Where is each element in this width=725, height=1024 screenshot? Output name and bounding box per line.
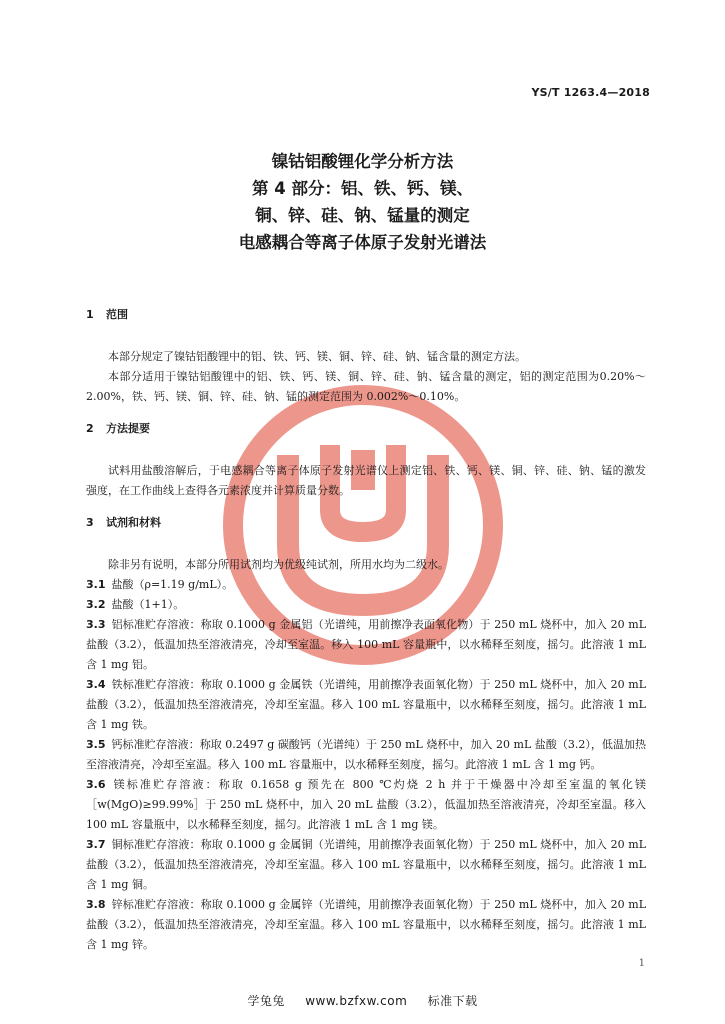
title-line: 镍钴铝酸锂化学分析方法: [271, 152, 454, 171]
footer-site-name: 学兔兔: [247, 994, 285, 1008]
standard-code: YS/T 1263.4—2018: [531, 86, 650, 99]
section-heading: 2 方法提要: [86, 422, 150, 435]
footer-tagline: 标准下载: [427, 994, 478, 1008]
list-item: 3.1 盐酸（ρ=1.19 g/mL）。: [86, 578, 234, 591]
title-line: 铜、锌、硅、钠、锰量的测定: [255, 206, 470, 225]
list-item: 3.6 镁标准贮存溶液：称取 0.1658 g 预先在 800 ℃灼烧 2 h 并于干燥器中冷却至室温的氧化镁［w(MgO)≥99.99%］于 250 mL 烧杯中，加入 20 mL 盐酸（3.2），低温加热至溶液清亮，冷却至室温。移入 100 mL 容量瓶中，以水稀释至刻度，摇匀。此溶液 1 mL 含 1 mg 镁。: [86, 778, 646, 831]
list-item: 3.3 铝标准贮存溶液：称取 0.1000 g 金属铝（光谱纯，用前擦净表面氧化物）于 250 mL 烧杯中，加入 20 mL 盐酸（3.2），低温加热至溶液清亮，冷却至室温。移入 100 mL 容量瓶中，以水稀释至刻度，摇匀。此溶液 1 mL 含 1 mg 铝。: [86, 618, 646, 671]
list-item: 3.2 盐酸（1+1）。: [86, 598, 185, 611]
section-heading: 3 试剂和材料: [86, 516, 161, 529]
footer-bar: [0, 992, 725, 1009]
document-title: [0, 148, 725, 256]
title-line: 电感耦合等离子体原子发射光谱法: [238, 233, 487, 252]
footer-url-link[interactable]: www.bzfxw.com: [305, 994, 408, 1008]
list-item: 3.4 铁标准贮存溶液：称取 0.1000 g 金属铁（光谱纯，用前擦净表面氧化物）于 250 mL 烧杯中，加入 20 mL 盐酸（3.2），低温加热至溶液清亮，冷却至室温。移入 100 mL 容量瓶中，以水稀释至刻度，摇匀。此溶液 1 mL 含 1 mg 铁。: [86, 678, 646, 731]
paragraph: 除非另有说明，本部分所用试剂均为优级纯试剂，所用水均为二级水。: [108, 558, 449, 571]
paragraph: 本部分规定了镍钴铝酸锂中的铝、铁、钙、镁、铜、锌、硅、钠、锰含量的测定方法。: [108, 350, 526, 363]
section-heading: 1 范围: [86, 308, 128, 321]
paragraph: 试料用盐酸溶解后，于电感耦合等离子体原子发射光谱仪上测定铝、铁、钙、镁、铜、锌、硅、钠、锰的激发强度，在工作曲线上查得各元素浓度并计算质量分数。: [86, 464, 646, 497]
list-item: 3.5 钙标准贮存溶液：称取 0.2497 g 碳酸钙（光谱纯）于 250 mL 烧杯中，加入 20 mL 盐酸（3.2），低温加热至溶液清亮，冷却至室温。移入 100 mL 容量瓶中，以水稀释至刻度，摇匀。此溶液 1 mL 含 1 mg 钙。: [86, 738, 646, 771]
page-number: 1: [638, 958, 645, 969]
title-line: 第 4 部分：铝、铁、钙、镁、: [252, 179, 473, 198]
list-item: 3.8 锌标准贮存溶液：称取 0.1000 g 金属锌（光谱纯，用前擦净表面氧化物）于 250 mL 烧杯中，加入 20 mL 盐酸（3.2），低温加热至溶液清亮，冷却至室温。移入 100 mL 容量瓶中，以水稀释至刻度，摇匀。此溶液 1 mL 含 1 mg 锌。: [86, 898, 646, 951]
list-item: 3.7 铜标准贮存溶液：称取 0.1000 g 金属铜（光谱纯，用前擦净表面氧化物）于 250 mL 烧杯中，加入 20 mL 盐酸（3.2），低温加热至溶液清亮，冷却至室温。移入 100 mL 容量瓶中，以水稀释至刻度，摇匀。此溶液 1 mL 含 1 mg 铜。: [86, 838, 646, 891]
document-body: [86, 305, 646, 955]
paragraph: 本部分适用于镍钴铝酸锂中的铝、铁、钙、镁、铜、锌、硅、钠、锰含量的测定，铝的测定范围为0.20%～2.00%，铁、钙、镁、铜、锌、硅、钠、锰的测定范围为 0.002%～0.10%。: [86, 370, 646, 403]
